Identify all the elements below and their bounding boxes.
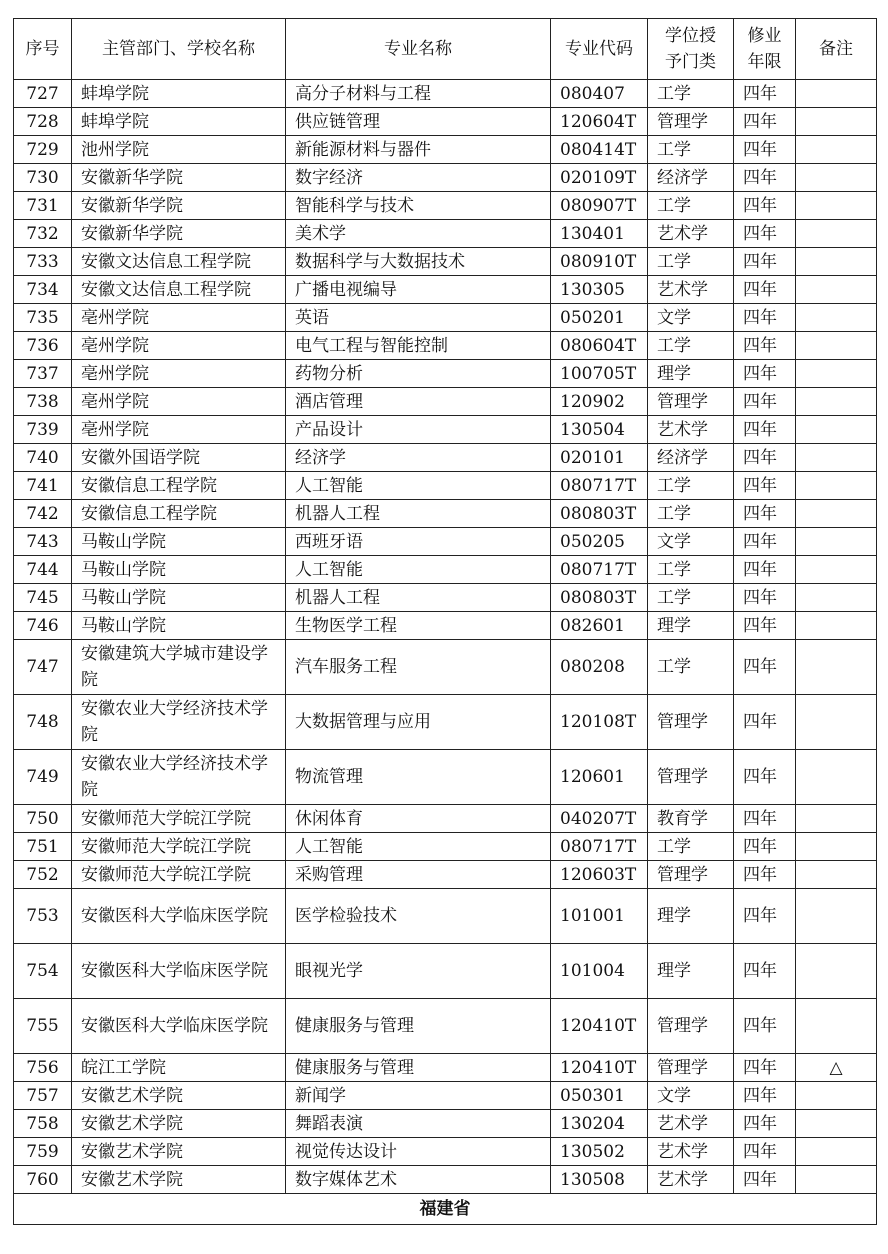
table-row — [14, 805, 877, 833]
cell-note — [796, 1082, 877, 1110]
table-row — [14, 1110, 877, 1138]
cell-code: 120902 — [551, 388, 648, 416]
cell-major: 电气工程与智能控制 — [286, 332, 551, 360]
cell-note — [796, 136, 877, 164]
table-row — [14, 999, 877, 1054]
table-row — [14, 388, 877, 416]
cell-major: 健康服务与管理 — [286, 1054, 551, 1082]
cell-note — [796, 220, 877, 248]
cell-major: 休闲体育 — [286, 805, 551, 833]
cell-note — [796, 248, 877, 276]
cell-idx: 734 — [14, 276, 72, 304]
cell-degree: 管理学 — [648, 999, 734, 1054]
cell-years: 四年 — [734, 192, 796, 220]
cell-school: 安徽师范大学皖江学院 — [72, 833, 286, 861]
cell-code: 050205 — [551, 528, 648, 556]
cell-idx: 758 — [14, 1110, 72, 1138]
cell-years: 四年 — [734, 472, 796, 500]
cell-major: 健康服务与管理 — [286, 999, 551, 1054]
cell-years: 四年 — [734, 1054, 796, 1082]
header-code: 专业代码 — [551, 19, 648, 80]
cell-years: 四年 — [734, 136, 796, 164]
cell-note — [796, 80, 877, 108]
cell-code: 130401 — [551, 220, 648, 248]
cell-years: 四年 — [734, 556, 796, 584]
cell-degree: 管理学 — [648, 1054, 734, 1082]
cell-note — [796, 695, 877, 750]
cell-degree: 工学 — [648, 80, 734, 108]
cell-school: 安徽新华学院 — [72, 164, 286, 192]
cell-note — [796, 276, 877, 304]
cell-school: 马鞍山学院 — [72, 528, 286, 556]
section-row — [14, 1194, 877, 1225]
cell-code: 120410T — [551, 1054, 648, 1082]
table-row — [14, 472, 877, 500]
cell-code: 080407 — [551, 80, 648, 108]
cell-degree: 文学 — [648, 1082, 734, 1110]
cell-school: 安徽师范大学皖江学院 — [72, 805, 286, 833]
cell-major: 汽车服务工程 — [286, 640, 551, 695]
cell-years: 四年 — [734, 640, 796, 695]
cell-idx: 747 — [14, 640, 72, 695]
cell-school: 安徽文达信息工程学院 — [72, 276, 286, 304]
cell-code: 040207T — [551, 805, 648, 833]
cell-degree: 工学 — [648, 584, 734, 612]
cell-degree: 管理学 — [648, 861, 734, 889]
cell-degree: 艺术学 — [648, 276, 734, 304]
header-idx: 序号 — [14, 19, 72, 80]
cell-code: 050301 — [551, 1082, 648, 1110]
cell-idx: 733 — [14, 248, 72, 276]
header-major: 专业名称 — [286, 19, 551, 80]
cell-years: 四年 — [734, 276, 796, 304]
cell-note — [796, 164, 877, 192]
cell-code: 120604T — [551, 108, 648, 136]
cell-idx: 737 — [14, 360, 72, 388]
table-row — [14, 1138, 877, 1166]
cell-major: 物流管理 — [286, 750, 551, 805]
cell-school: 安徽艺术学院 — [72, 1138, 286, 1166]
cell-school: 亳州学院 — [72, 332, 286, 360]
cell-major: 美术学 — [286, 220, 551, 248]
table-row — [14, 248, 877, 276]
cell-school: 安徽医科大学临床医学院 — [72, 889, 286, 944]
cell-major: 人工智能 — [286, 472, 551, 500]
cell-code: 080717T — [551, 556, 648, 584]
cell-idx: 740 — [14, 444, 72, 472]
cell-degree: 管理学 — [648, 750, 734, 805]
cell-idx: 752 — [14, 861, 72, 889]
cell-major: 新闻学 — [286, 1082, 551, 1110]
cell-years: 四年 — [734, 612, 796, 640]
cell-major: 视觉传达设计 — [286, 1138, 551, 1166]
cell-degree: 工学 — [648, 136, 734, 164]
cell-note — [796, 192, 877, 220]
cell-degree: 经济学 — [648, 164, 734, 192]
cell-school: 安徽信息工程学院 — [72, 500, 286, 528]
cell-code: 080717T — [551, 472, 648, 500]
cell-note — [796, 944, 877, 999]
cell-major: 机器人工程 — [286, 500, 551, 528]
cell-degree: 艺术学 — [648, 1110, 734, 1138]
table-row — [14, 1054, 877, 1082]
table-row — [14, 833, 877, 861]
cell-idx: 749 — [14, 750, 72, 805]
cell-years: 四年 — [734, 584, 796, 612]
cell-code: 080604T — [551, 332, 648, 360]
cell-code: 080910T — [551, 248, 648, 276]
header-school: 主管部门、学校名称 — [72, 19, 286, 80]
table-row — [14, 136, 877, 164]
cell-note — [796, 388, 877, 416]
cell-school: 亳州学院 — [72, 416, 286, 444]
cell-idx: 728 — [14, 108, 72, 136]
table-row — [14, 556, 877, 584]
table-row — [14, 416, 877, 444]
cell-years: 四年 — [734, 861, 796, 889]
cell-degree: 工学 — [648, 332, 734, 360]
cell-school: 安徽医科大学临床医学院 — [72, 999, 286, 1054]
cell-school: 安徽新华学院 — [72, 220, 286, 248]
cell-code: 080907T — [551, 192, 648, 220]
cell-idx: 751 — [14, 833, 72, 861]
cell-major: 机器人工程 — [286, 584, 551, 612]
cell-years: 四年 — [734, 304, 796, 332]
cell-major: 生物医学工程 — [286, 612, 551, 640]
cell-idx: 745 — [14, 584, 72, 612]
cell-note — [796, 861, 877, 889]
table-row — [14, 220, 877, 248]
cell-code: 130508 — [551, 1166, 648, 1194]
cell-major: 产品设计 — [286, 416, 551, 444]
cell-years: 四年 — [734, 1110, 796, 1138]
cell-code: 080803T — [551, 500, 648, 528]
cell-years: 四年 — [734, 944, 796, 999]
cell-degree: 理学 — [648, 612, 734, 640]
cell-idx: 753 — [14, 889, 72, 944]
cell-idx: 735 — [14, 304, 72, 332]
table-row — [14, 164, 877, 192]
cell-degree: 文学 — [648, 528, 734, 556]
cell-school: 安徽师范大学皖江学院 — [72, 861, 286, 889]
cell-school: 安徽农业大学经济技术学院 — [72, 695, 286, 750]
cell-note — [796, 612, 877, 640]
cell-note — [796, 416, 877, 444]
cell-major: 药物分析 — [286, 360, 551, 388]
cell-code: 080717T — [551, 833, 648, 861]
cell-major: 高分子材料与工程 — [286, 80, 551, 108]
cell-school: 安徽文达信息工程学院 — [72, 248, 286, 276]
cell-note — [796, 528, 877, 556]
cell-major: 采购管理 — [286, 861, 551, 889]
table-row — [14, 360, 877, 388]
cell-idx: 738 — [14, 388, 72, 416]
table-row — [14, 1166, 877, 1194]
cell-code: 050201 — [551, 304, 648, 332]
table-row — [14, 304, 877, 332]
table-row — [14, 612, 877, 640]
cell-major: 经济学 — [286, 444, 551, 472]
table-row — [14, 944, 877, 999]
cell-major: 眼视光学 — [286, 944, 551, 999]
cell-note — [796, 500, 877, 528]
cell-note — [796, 805, 877, 833]
cell-major: 数字媒体艺术 — [286, 1166, 551, 1194]
cell-school: 安徽艺术学院 — [72, 1166, 286, 1194]
province-heading: 福建省 — [14, 1194, 877, 1225]
cell-note — [796, 999, 877, 1054]
cell-school: 安徽医科大学临床医学院 — [72, 944, 286, 999]
cell-years: 四年 — [734, 360, 796, 388]
cell-note — [796, 584, 877, 612]
cell-years: 四年 — [734, 164, 796, 192]
cell-years: 四年 — [734, 695, 796, 750]
cell-idx: 739 — [14, 416, 72, 444]
cell-years: 四年 — [734, 500, 796, 528]
cell-degree: 文学 — [648, 304, 734, 332]
table-row — [14, 500, 877, 528]
cell-code: 120601 — [551, 750, 648, 805]
cell-code: 101004 — [551, 944, 648, 999]
cell-years: 四年 — [734, 1082, 796, 1110]
cell-years: 四年 — [734, 999, 796, 1054]
cell-idx: 736 — [14, 332, 72, 360]
cell-school: 亳州学院 — [72, 388, 286, 416]
cell-note — [796, 360, 877, 388]
cell-code: 080208 — [551, 640, 648, 695]
cell-code: 020101 — [551, 444, 648, 472]
cell-school: 安徽艺术学院 — [72, 1110, 286, 1138]
cell-degree: 艺术学 — [648, 1166, 734, 1194]
cell-degree: 工学 — [648, 192, 734, 220]
cell-degree: 工学 — [648, 640, 734, 695]
cell-note — [796, 332, 877, 360]
cell-note — [796, 833, 877, 861]
cell-school: 马鞍山学院 — [72, 612, 286, 640]
cell-code: 100705T — [551, 360, 648, 388]
cell-major: 大数据管理与应用 — [286, 695, 551, 750]
cell-degree: 艺术学 — [648, 1138, 734, 1166]
cell-major: 人工智能 — [286, 833, 551, 861]
table-row — [14, 444, 877, 472]
cell-code: 080803T — [551, 584, 648, 612]
cell-degree: 艺术学 — [648, 220, 734, 248]
cell-note — [796, 108, 877, 136]
cell-major: 广播电视编导 — [286, 276, 551, 304]
cell-note — [796, 444, 877, 472]
cell-school: 马鞍山学院 — [72, 556, 286, 584]
table-row — [14, 695, 877, 750]
cell-school: 池州学院 — [72, 136, 286, 164]
cell-idx: 756 — [14, 1054, 72, 1082]
cell-code: 120603T — [551, 861, 648, 889]
cell-years: 四年 — [734, 528, 796, 556]
cell-code: 120410T — [551, 999, 648, 1054]
cell-major: 舞蹈表演 — [286, 1110, 551, 1138]
cell-degree: 管理学 — [648, 108, 734, 136]
cell-school: 安徽外国语学院 — [72, 444, 286, 472]
cell-code: 101001 — [551, 889, 648, 944]
cell-major: 酒店管理 — [286, 388, 551, 416]
cell-school: 马鞍山学院 — [72, 584, 286, 612]
table-row — [14, 640, 877, 695]
cell-degree: 理学 — [648, 889, 734, 944]
cell-degree: 管理学 — [648, 388, 734, 416]
cell-code: 082601 — [551, 612, 648, 640]
cell-note — [796, 889, 877, 944]
table-row — [14, 584, 877, 612]
cell-code: 120108T — [551, 695, 648, 750]
cell-idx: 743 — [14, 528, 72, 556]
cell-major: 西班牙语 — [286, 528, 551, 556]
table-row — [14, 750, 877, 805]
cell-major: 医学检验技术 — [286, 889, 551, 944]
cell-school: 安徽建筑大学城市建设学院 — [72, 640, 286, 695]
cell-degree: 工学 — [648, 556, 734, 584]
cell-years: 四年 — [734, 332, 796, 360]
header-note: 备注 — [796, 19, 877, 80]
cell-note — [796, 1138, 877, 1166]
cell-school: 亳州学院 — [72, 304, 286, 332]
cell-degree: 管理学 — [648, 695, 734, 750]
cell-school: 安徽农业大学经济技术学院 — [72, 750, 286, 805]
cell-code: 080414T — [551, 136, 648, 164]
cell-note — [796, 472, 877, 500]
cell-note — [796, 304, 877, 332]
cell-major: 数字经济 — [286, 164, 551, 192]
table-row — [14, 889, 877, 944]
cell-school: 蚌埠学院 — [72, 80, 286, 108]
cell-years: 四年 — [734, 220, 796, 248]
cell-years: 四年 — [734, 1166, 796, 1194]
cell-note — [796, 640, 877, 695]
table-row — [14, 1082, 877, 1110]
cell-idx: 755 — [14, 999, 72, 1054]
cell-years: 四年 — [734, 388, 796, 416]
cell-years: 四年 — [734, 108, 796, 136]
header-degree: 学位授予门类 — [648, 19, 734, 80]
cell-school: 蚌埠学院 — [72, 108, 286, 136]
cell-major: 数据科学与大数据技术 — [286, 248, 551, 276]
cell-years: 四年 — [734, 805, 796, 833]
cell-school: 亳州学院 — [72, 360, 286, 388]
cell-idx: 729 — [14, 136, 72, 164]
cell-degree: 经济学 — [648, 444, 734, 472]
cell-idx: 732 — [14, 220, 72, 248]
cell-major: 英语 — [286, 304, 551, 332]
cell-years: 四年 — [734, 80, 796, 108]
majors-table — [13, 18, 877, 1225]
table-row — [14, 528, 877, 556]
cell-major: 新能源材料与器件 — [286, 136, 551, 164]
cell-idx: 742 — [14, 500, 72, 528]
cell-school: 安徽信息工程学院 — [72, 472, 286, 500]
cell-note — [796, 1110, 877, 1138]
table-row — [14, 861, 877, 889]
cell-idx: 757 — [14, 1082, 72, 1110]
cell-idx: 741 — [14, 472, 72, 500]
cell-degree: 工学 — [648, 472, 734, 500]
cell-note: △ — [796, 1054, 877, 1082]
cell-school: 皖江工学院 — [72, 1054, 286, 1082]
cell-degree: 教育学 — [648, 805, 734, 833]
cell-years: 四年 — [734, 750, 796, 805]
cell-school: 安徽新华学院 — [72, 192, 286, 220]
cell-degree: 艺术学 — [648, 416, 734, 444]
cell-degree: 工学 — [648, 833, 734, 861]
cell-note — [796, 750, 877, 805]
cell-degree: 工学 — [648, 248, 734, 276]
table-row — [14, 332, 877, 360]
cell-note — [796, 1166, 877, 1194]
cell-code: 020109T — [551, 164, 648, 192]
cell-major: 人工智能 — [286, 556, 551, 584]
cell-idx: 727 — [14, 80, 72, 108]
header-row — [14, 19, 877, 80]
cell-major: 供应链管理 — [286, 108, 551, 136]
cell-idx: 760 — [14, 1166, 72, 1194]
cell-years: 四年 — [734, 889, 796, 944]
cell-idx: 754 — [14, 944, 72, 999]
cell-code: 130504 — [551, 416, 648, 444]
cell-code: 130305 — [551, 276, 648, 304]
cell-degree: 理学 — [648, 944, 734, 999]
cell-years: 四年 — [734, 416, 796, 444]
table-row — [14, 276, 877, 304]
cell-years: 四年 — [734, 444, 796, 472]
cell-idx: 744 — [14, 556, 72, 584]
header-years: 修业年限 — [734, 19, 796, 80]
cell-idx: 731 — [14, 192, 72, 220]
table-row — [14, 192, 877, 220]
cell-major: 智能科学与技术 — [286, 192, 551, 220]
cell-code: 130204 — [551, 1110, 648, 1138]
cell-years: 四年 — [734, 1138, 796, 1166]
cell-note — [796, 556, 877, 584]
cell-years: 四年 — [734, 833, 796, 861]
cell-idx: 748 — [14, 695, 72, 750]
table-row — [14, 108, 877, 136]
cell-idx: 730 — [14, 164, 72, 192]
cell-degree: 工学 — [648, 500, 734, 528]
table-row — [14, 80, 877, 108]
cell-idx: 750 — [14, 805, 72, 833]
cell-code: 130502 — [551, 1138, 648, 1166]
cell-idx: 746 — [14, 612, 72, 640]
cell-degree: 理学 — [648, 360, 734, 388]
cell-idx: 759 — [14, 1138, 72, 1166]
cell-years: 四年 — [734, 248, 796, 276]
cell-school: 安徽艺术学院 — [72, 1082, 286, 1110]
